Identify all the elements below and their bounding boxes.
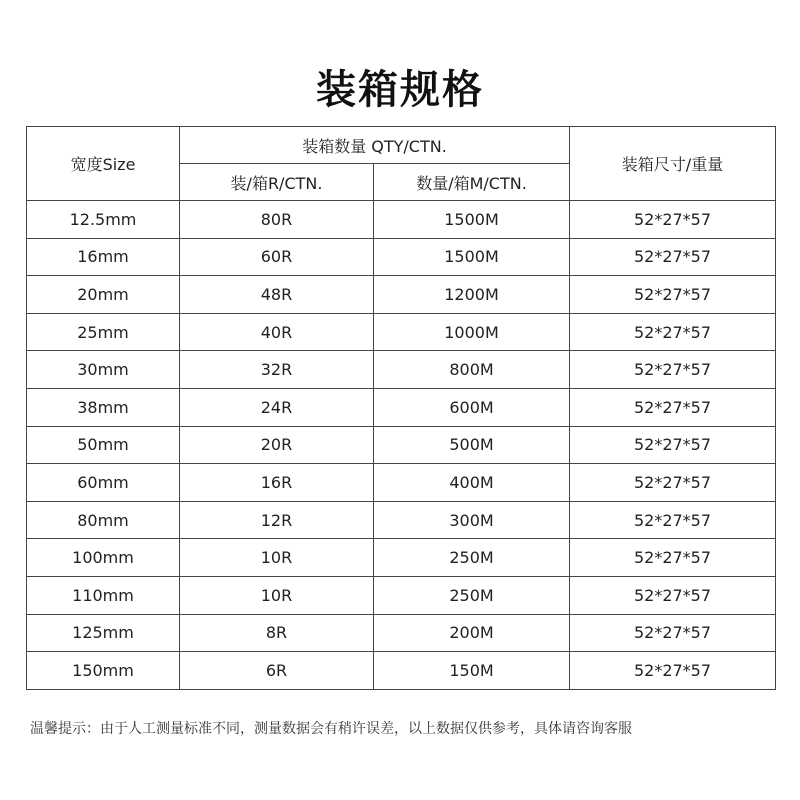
table-row [27,276,776,314]
table-row [27,426,776,464]
cell-meters-per-ctn: 500M [374,426,570,464]
packing-spec-table [26,126,776,690]
cell-meters-per-ctn: 150M [374,652,570,690]
cell-rolls-per-ctn: 10R [180,539,374,577]
cell-meters-per-ctn: 1000M [374,313,570,351]
header-size: 宽度Size [27,127,180,201]
cell-size: 125mm [27,614,180,652]
cell-size: 20mm [27,276,180,314]
cell-rolls-per-ctn: 16R [180,464,374,502]
table-row [27,501,776,539]
cell-meters-per-ctn: 800M [374,351,570,389]
cell-box-size: 52*27*57 [570,201,776,239]
table-row [27,614,776,652]
table-row [27,351,776,389]
cell-box-size: 52*27*57 [570,388,776,426]
cell-box-size: 52*27*57 [570,652,776,690]
cell-size: 110mm [27,576,180,614]
cell-size: 16mm [27,238,180,276]
table-row [27,201,776,239]
cell-rolls-per-ctn: 20R [180,426,374,464]
header-qty-group: 装箱数量 QTY/CTN. [180,127,570,164]
cell-meters-per-ctn: 1500M [374,201,570,239]
cell-meters-per-ctn: 1500M [374,238,570,276]
cell-box-size: 52*27*57 [570,614,776,652]
cell-rolls-per-ctn: 60R [180,238,374,276]
table-row [27,652,776,690]
header-box-size-weight: 装箱尺寸/重量 [570,127,776,201]
cell-box-size: 52*27*57 [570,501,776,539]
cell-meters-per-ctn: 400M [374,464,570,502]
cell-meters-per-ctn: 1200M [374,276,570,314]
cell-box-size: 52*27*57 [570,576,776,614]
cell-box-size: 52*27*57 [570,464,776,502]
cell-size: 30mm [27,351,180,389]
table-row [27,539,776,577]
cell-rolls-per-ctn: 10R [180,576,374,614]
cell-size: 100mm [27,539,180,577]
cell-box-size: 52*27*57 [570,313,776,351]
table-body [27,127,776,690]
disclaimer-note: 温馨提示：由于人工测量标准不同，测量数据会有稍许误差，以上数据仅供参考，具体请咨询客服 [30,721,632,737]
cell-size: 50mm [27,426,180,464]
cell-box-size: 52*27*57 [570,539,776,577]
page-title: 装箱规格 [316,67,484,113]
cell-meters-per-ctn: 250M [374,539,570,577]
cell-size: 150mm [27,652,180,690]
header-rolls-per-ctn: 装/箱R/CTN. [180,164,374,201]
cell-meters-per-ctn: 250M [374,576,570,614]
cell-rolls-per-ctn: 48R [180,276,374,314]
cell-box-size: 52*27*57 [570,351,776,389]
cell-size: 38mm [27,388,180,426]
header-row-1 [27,127,776,164]
header-meters-per-ctn: 数量/箱M/CTN. [374,164,570,201]
cell-rolls-per-ctn: 24R [180,388,374,426]
table-row [27,464,776,502]
cell-rolls-per-ctn: 12R [180,501,374,539]
cell-meters-per-ctn: 200M [374,614,570,652]
cell-rolls-per-ctn: 40R [180,313,374,351]
table-row [27,576,776,614]
cell-rolls-per-ctn: 32R [180,351,374,389]
cell-meters-per-ctn: 300M [374,501,570,539]
table-row [27,238,776,276]
cell-box-size: 52*27*57 [570,426,776,464]
cell-size: 12.5mm [27,201,180,239]
cell-rolls-per-ctn: 80R [180,201,374,239]
cell-box-size: 52*27*57 [570,276,776,314]
cell-rolls-per-ctn: 6R [180,652,374,690]
cell-size: 80mm [27,501,180,539]
cell-rolls-per-ctn: 8R [180,614,374,652]
cell-size: 60mm [27,464,180,502]
cell-box-size: 52*27*57 [570,238,776,276]
table-row [27,388,776,426]
cell-meters-per-ctn: 600M [374,388,570,426]
table-row [27,313,776,351]
cell-size: 25mm [27,313,180,351]
